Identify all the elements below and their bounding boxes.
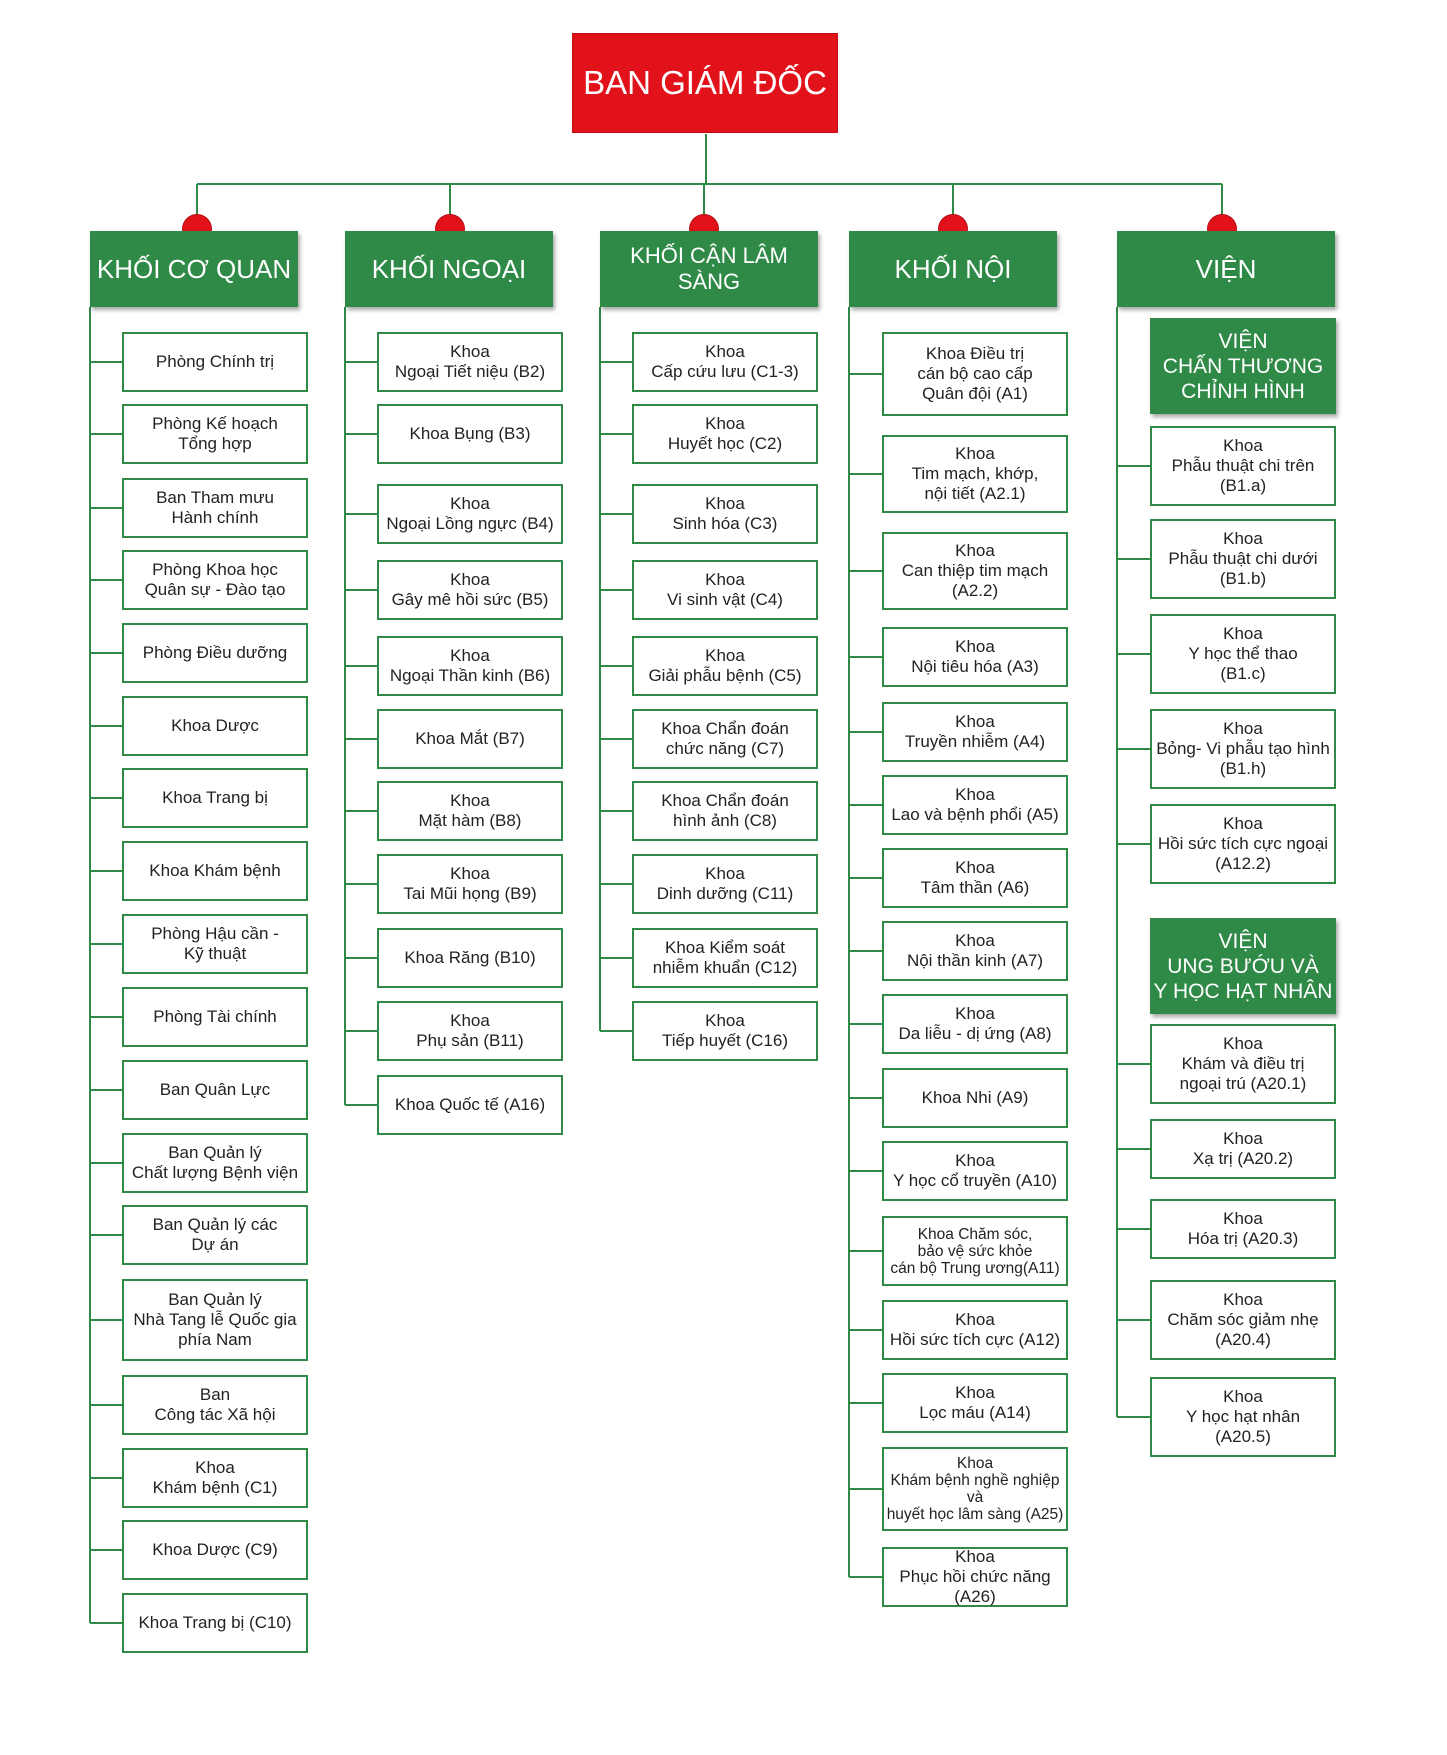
department-box: Khoa Bỏng- Vi phẫu tạo hình (B1.h): [1150, 709, 1336, 789]
department-box: Khoa Khám bệnh (C1): [122, 1448, 308, 1508]
department-box: Khoa Tiếp huyết (C16): [632, 1001, 818, 1061]
department-box: Khoa Truyền nhiễm (A4): [882, 702, 1068, 762]
department-box: Khoa Hóa trị (A20.3): [1150, 1199, 1336, 1259]
department-box: Phòng Điều dưỡng: [122, 623, 308, 683]
department-box: Khoa Nội thần kinh (A7): [882, 921, 1068, 981]
department-box: Khoa Y học hạt nhân (A20.5): [1150, 1377, 1336, 1457]
department-box: Khoa Chẩn đoán hình ảnh (C8): [632, 781, 818, 841]
department-box: Khoa Giải phẫu bệnh (C5): [632, 636, 818, 696]
department-box: Khoa Mắt (B7): [377, 709, 563, 769]
department-box: Ban Quản lý Nhà Tang lễ Quốc gia phía Nam: [122, 1279, 308, 1361]
department-box: Phòng Tài chính: [122, 987, 308, 1047]
department-box: Khoa Lao và bệnh phổi (A5): [882, 775, 1068, 835]
department-box: Khoa Khám bệnh nghề nghiệp và huyết học lâm sàng (A25): [882, 1447, 1068, 1531]
department-box: Khoa Sinh hóa (C3): [632, 484, 818, 544]
department-box: Khoa Chẩn đoán chức năng (C7): [632, 709, 818, 769]
department-box: Khoa Trang bị: [122, 768, 308, 828]
department-box: Khoa Gây mê hồi sức (B5): [377, 560, 563, 620]
department-box: Ban Quân Lực: [122, 1060, 308, 1120]
department-box: Khoa Khám bệnh: [122, 841, 308, 901]
department-box: Khoa Y học thể thao (B1.c): [1150, 614, 1336, 694]
department-box: Khoa Phụ sản (B11): [377, 1001, 563, 1061]
department-box: Khoa Vi sinh vật (C4): [632, 560, 818, 620]
department-box: Khoa Kiểm soát nhiễm khuẩn (C12): [632, 928, 818, 988]
department-box: Khoa Tai Mũi họng (B9): [377, 854, 563, 914]
department-box: Khoa Mặt hàm (B8): [377, 781, 563, 841]
department-box: Ban Quản lý các Dự án: [122, 1205, 308, 1265]
department-box: Khoa Hồi sức tích cực ngoại (A12.2): [1150, 804, 1336, 884]
department-box: Khoa Lọc máu (A14): [882, 1373, 1068, 1433]
department-box: Khoa Can thiệp tim mạch (A2.2): [882, 532, 1068, 610]
department-box: Khoa Cấp cứu lưu (C1-3): [632, 332, 818, 392]
department-box: Phòng Chính trị: [122, 332, 308, 392]
department-box: Ban Công tác Xã hội: [122, 1375, 308, 1435]
department-box: Khoa Nhi (A9): [882, 1068, 1068, 1128]
department-box: Khoa Điều trị cán bộ cao cấp Quân đội (A1): [882, 332, 1068, 416]
department-box: Phòng Khoa học Quân sự - Đào tạo: [122, 550, 308, 610]
department-box: Khoa Xạ trị (A20.2): [1150, 1119, 1336, 1179]
department-box: Ban Quản lý Chất lượng Bệnh viện: [122, 1133, 308, 1193]
department-box: Khoa Chăm sóc giảm nhẹ (A20.4): [1150, 1280, 1336, 1360]
root-box: BAN GIÁM ĐỐC: [573, 34, 837, 132]
department-box: Phòng Hậu cần - Kỹ thuật: [122, 914, 308, 974]
department-box: Khoa Y học cổ truyền (A10): [882, 1141, 1068, 1201]
column-header: KHỐI CẬN LÂM SÀNG: [600, 231, 818, 307]
department-box: Khoa Phục hồi chức năng (A26): [882, 1547, 1068, 1607]
department-box: Khoa Trang bị (C10): [122, 1593, 308, 1653]
department-box: Khoa Tâm thần (A6): [882, 848, 1068, 908]
department-box: Phòng Kế hoạch Tổng hợp: [122, 404, 308, 464]
column-header: KHỐI NGOẠI: [345, 231, 553, 307]
department-box: Khoa Răng (B10): [377, 928, 563, 988]
department-box: Khoa Nội tiêu hóa (A3): [882, 627, 1068, 687]
department-box: Khoa Phẫu thuật chi dưới (B1.b): [1150, 519, 1336, 599]
department-box: Khoa Dinh dưỡng (C11): [632, 854, 818, 914]
department-box: Khoa Dược (C9): [122, 1520, 308, 1580]
department-box: Khoa Bụng (B3): [377, 404, 563, 464]
department-box: Khoa Ngoại Thần kinh (B6): [377, 636, 563, 696]
department-box: Khoa Tim mạch, khớp, nội tiết (A2.1): [882, 435, 1068, 513]
department-box: Khoa Quốc tế (A16): [377, 1075, 563, 1135]
column-header: KHỐI CƠ QUAN: [90, 231, 298, 307]
column-header: KHỐI NỘI: [849, 231, 1057, 307]
department-box: Khoa Dược: [122, 696, 308, 756]
department-box: Khoa Chăm sóc, bảo vệ sức khỏe cán bộ Trung ương(A11): [882, 1216, 1068, 1286]
institute-header: VIỆN CHẤN THƯƠNG CHỈNH HÌNH: [1150, 318, 1336, 414]
department-box: Khoa Ngoại Lồng ngực (B4): [377, 484, 563, 544]
department-box: Khoa Huyết học (C2): [632, 404, 818, 464]
department-box: Khoa Ngoại Tiết niệu (B2): [377, 332, 563, 392]
department-box: Khoa Da liễu - dị ứng (A8): [882, 994, 1068, 1054]
department-box: Khoa Khám và điều trị ngoại trú (A20.1): [1150, 1024, 1336, 1104]
department-box: Khoa Hồi sức tích cực (A12): [882, 1300, 1068, 1360]
institute-header: VIỆN UNG BƯỚU VÀ Y HỌC HẠT NHÂN: [1150, 918, 1336, 1014]
department-box: Ban Tham mưu Hành chính: [122, 478, 308, 538]
department-box: Khoa Phẫu thuật chi trên (B1.a): [1150, 426, 1336, 506]
column-header: VIỆN: [1117, 231, 1335, 307]
